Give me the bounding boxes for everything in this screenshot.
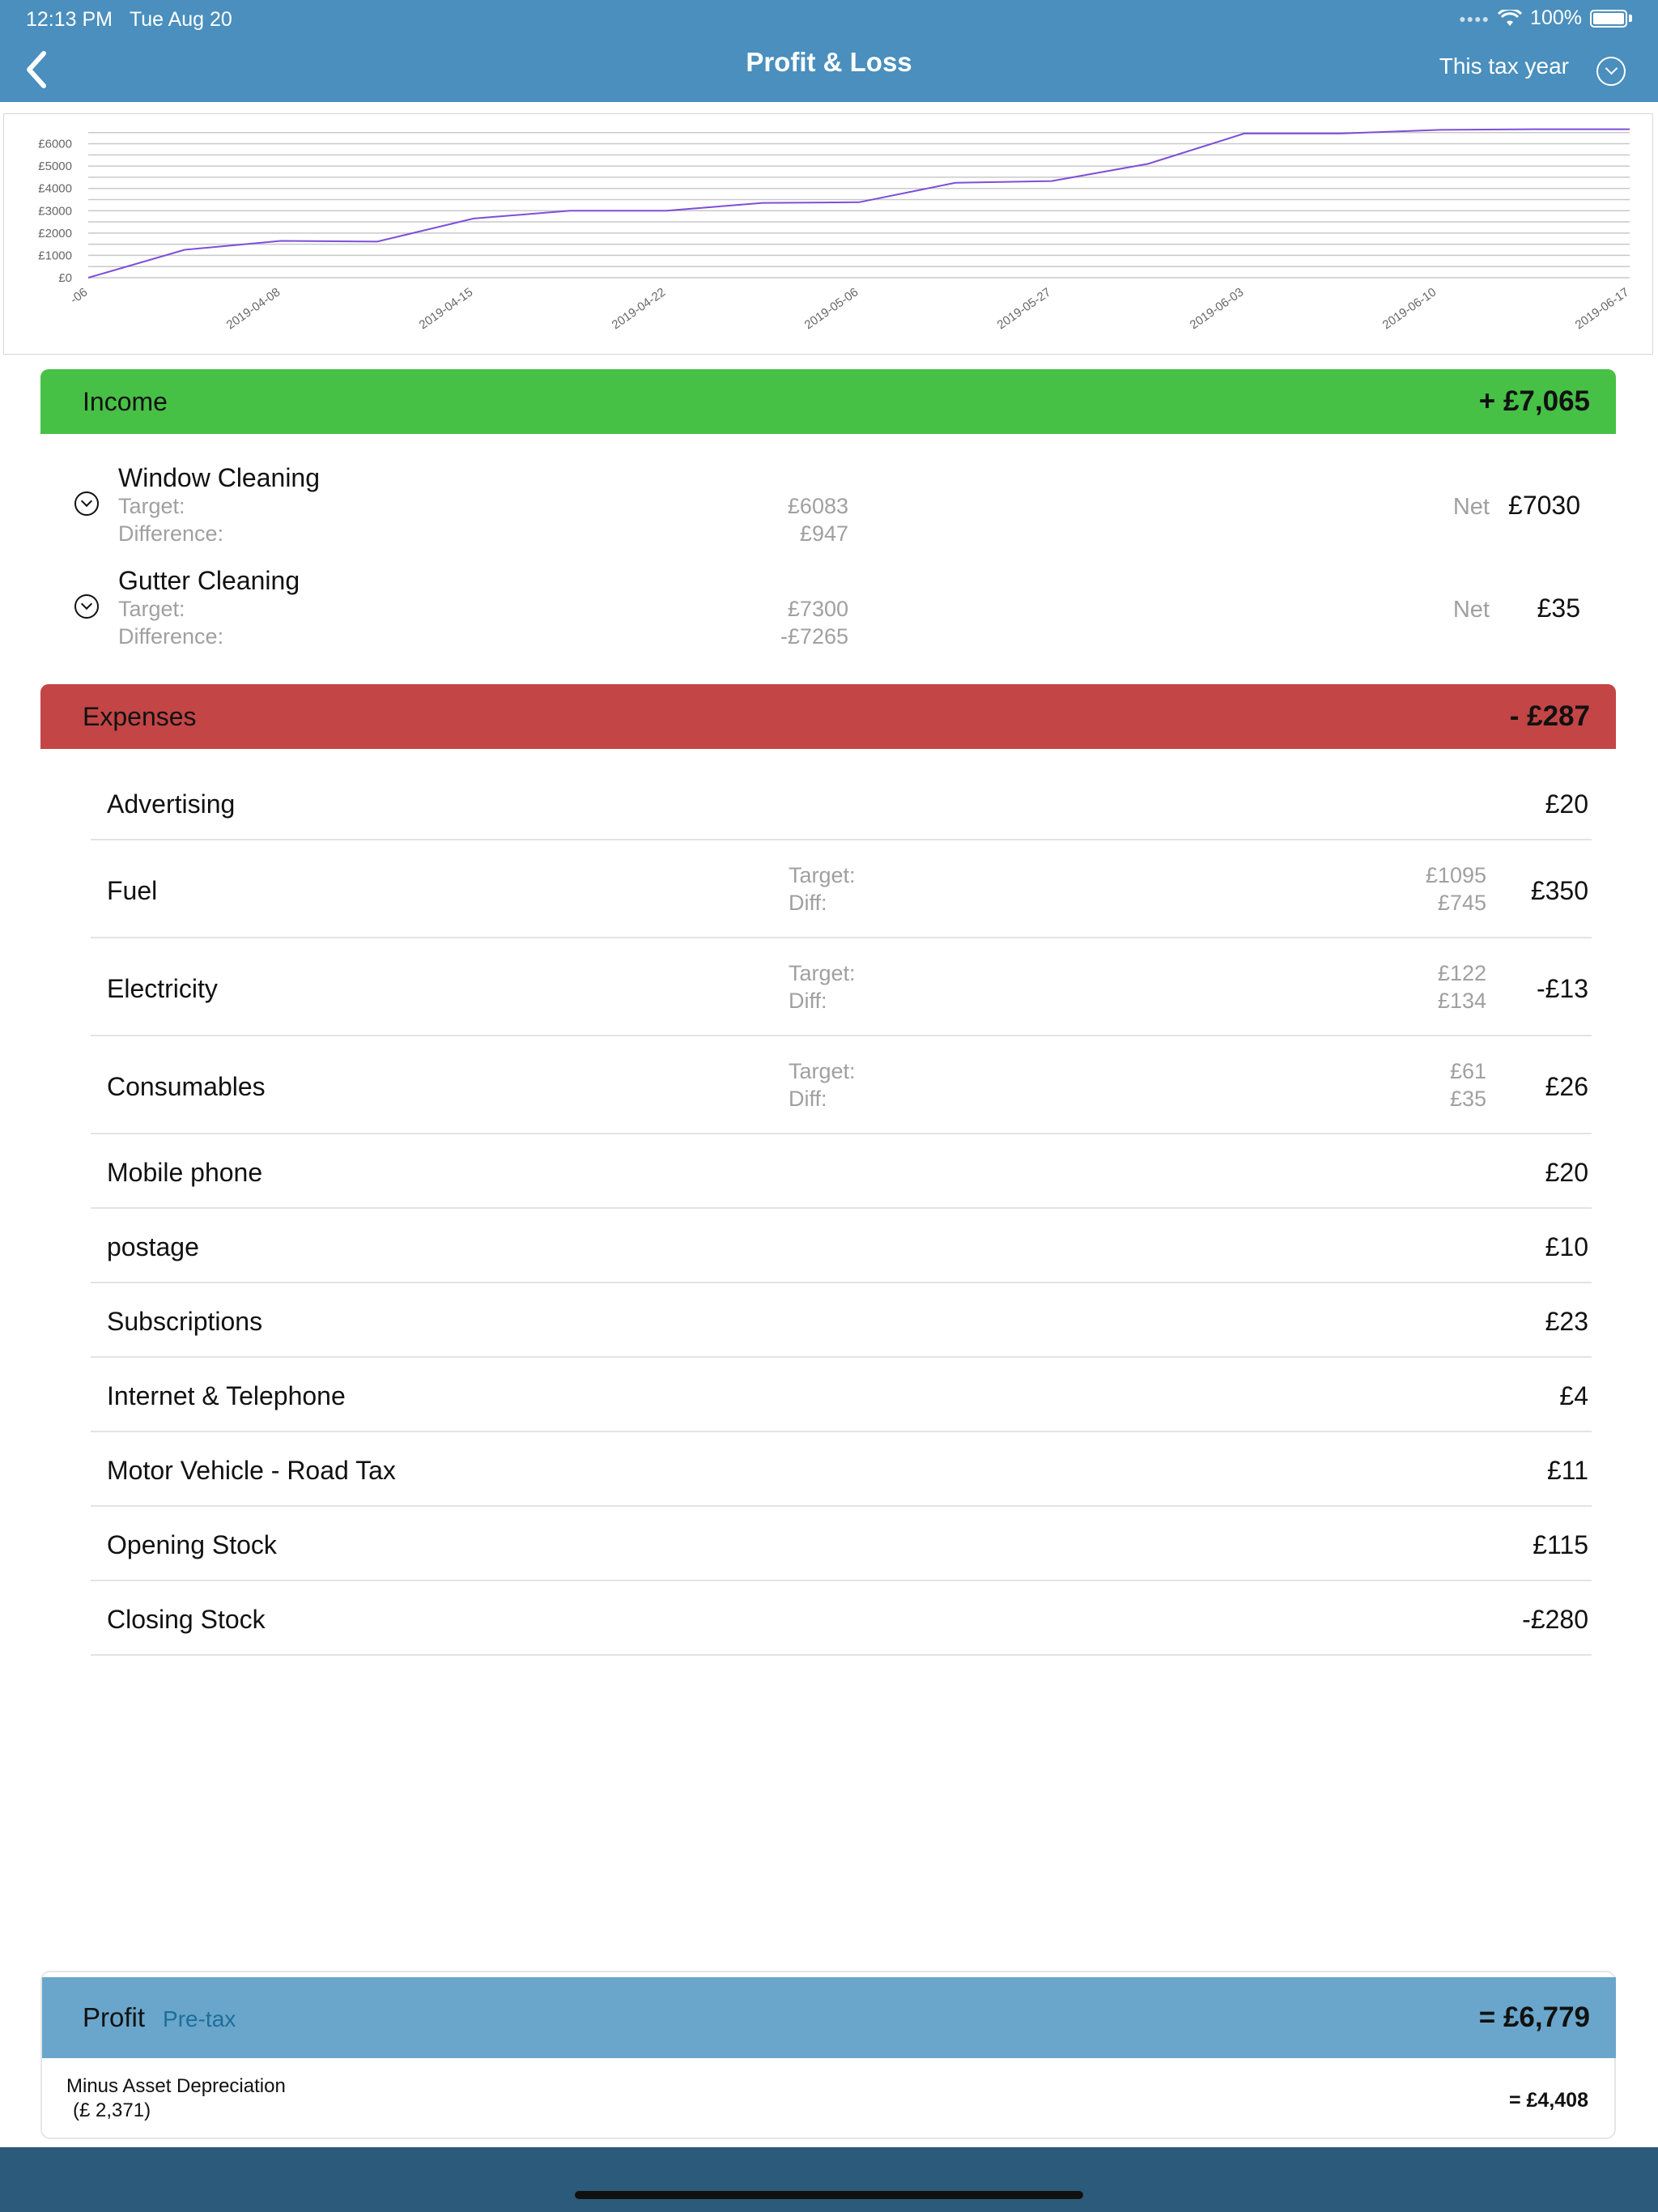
y-tick-label: £6000 xyxy=(38,137,72,151)
x-tick-label: 2019-04-22 xyxy=(609,285,669,333)
profit-line-chart xyxy=(4,114,1652,354)
income-item-name: Window Cleaning xyxy=(118,463,321,492)
home-indicator[interactable] xyxy=(575,2191,1083,2199)
chevron-down-icon[interactable] xyxy=(74,594,99,619)
x-tick-label: 2019-05-06 xyxy=(801,285,861,333)
target-value: £6083 xyxy=(787,494,848,518)
income-item-name: Gutter Cleaning xyxy=(118,566,300,595)
income-label: Income xyxy=(83,386,168,416)
expense-name: Advertising xyxy=(107,789,236,819)
depreciation-amount: (£ 2,371) xyxy=(73,2099,151,2121)
date-text: Tue Aug 20 xyxy=(129,8,232,31)
diff-value: £745 xyxy=(1437,891,1486,915)
x-tick-label: 2019-04-08 xyxy=(223,285,283,333)
expense-row-postage[interactable] xyxy=(91,1209,1592,1283)
y-tick-label: £2000 xyxy=(38,226,72,240)
net-label: Net xyxy=(1452,494,1490,520)
expense-amount: -£280 xyxy=(1522,1605,1588,1634)
expense-row-advertising[interactable] xyxy=(91,766,1592,840)
expense-name: Fuel xyxy=(107,876,158,905)
expense-row-opening-stock[interactable] xyxy=(91,1507,1592,1581)
difference-value: -£7265 xyxy=(780,624,848,649)
signal-icon: ●●●● xyxy=(1459,11,1490,25)
expense-row-road-tax[interactable] xyxy=(91,1432,1592,1507)
x-tick-label: 2019-05-27 xyxy=(994,285,1054,333)
chevron-down-icon[interactable] xyxy=(1596,57,1626,86)
y-tick-label: £1000 xyxy=(38,249,72,263)
expense-row-internet-telephone[interactable] xyxy=(91,1358,1592,1432)
profit-chart-card xyxy=(3,113,1653,355)
expense-name: Internet & Telephone xyxy=(107,1381,346,1410)
expense-name: Consumables xyxy=(107,1072,266,1101)
status-time xyxy=(26,8,232,32)
expense-amount: £350 xyxy=(1530,876,1588,905)
income-item[interactable] xyxy=(0,462,1658,559)
net-value: £7030 xyxy=(1508,491,1580,520)
battery-tip xyxy=(1629,15,1632,22)
net-value: £35 xyxy=(1537,593,1580,623)
y-tick-label: £5000 xyxy=(38,160,72,174)
target-label: Target: xyxy=(789,863,856,887)
y-tick-label: £0 xyxy=(58,271,72,285)
target-value: £122 xyxy=(1437,961,1486,985)
expense-amount: £115 xyxy=(1533,1530,1588,1559)
diff-label: Diff: xyxy=(789,1087,827,1111)
pre-tax-label: Pre-tax xyxy=(163,2006,236,2031)
expense-name: Electricity xyxy=(107,974,218,1003)
expense-name: Subscriptions xyxy=(107,1307,263,1336)
expenses-header xyxy=(40,684,1616,749)
expense-row-electricity[interactable] xyxy=(91,938,1592,1036)
bottom-bar xyxy=(0,2147,1658,2212)
expense-row-closing-stock[interactable] xyxy=(91,1581,1592,1656)
x-tick-label: 2019-06-17 xyxy=(1572,285,1632,333)
clock-text: 12:13 PM xyxy=(26,8,113,31)
x-tick-label: 2019-04-15 xyxy=(416,285,476,333)
x-tick-label: 2019-06-10 xyxy=(1380,285,1439,333)
difference-label: Difference: xyxy=(118,521,224,546)
profit-total: = £6,779 xyxy=(1478,2001,1590,2033)
expense-amount: -£13 xyxy=(1536,974,1588,1003)
difference-value: £947 xyxy=(799,521,848,546)
expense-amount: £20 xyxy=(1545,1158,1588,1187)
expense-amount: £26 xyxy=(1545,1072,1588,1101)
expense-name: Motor Vehicle - Road Tax xyxy=(107,1456,396,1485)
expense-row-consumables[interactable] xyxy=(91,1036,1592,1134)
diff-label: Diff: xyxy=(789,891,827,915)
expense-amount: £10 xyxy=(1545,1232,1588,1261)
income-header xyxy=(40,369,1616,434)
target-label: Target: xyxy=(789,961,856,985)
diff-label: Diff: xyxy=(789,989,827,1013)
y-tick-label: £4000 xyxy=(38,181,72,196)
expense-amount: £11 xyxy=(1546,1456,1588,1485)
status-indicators xyxy=(1459,6,1632,30)
profit-header xyxy=(42,1977,1616,2058)
x-tick-label: 2019-06-03 xyxy=(1187,285,1247,333)
difference-label: Difference: xyxy=(118,624,224,649)
wifi-icon xyxy=(1498,10,1522,28)
expenses-total: - £287 xyxy=(1509,700,1590,732)
depreciation-label: Minus Asset Depreciation xyxy=(66,2075,286,2097)
expense-amount: £23 xyxy=(1545,1307,1588,1336)
diff-value: £35 xyxy=(1449,1087,1486,1111)
target-label: Target: xyxy=(789,1059,856,1083)
x-tick-label: -06 xyxy=(67,285,91,307)
period-selector-label[interactable]: This tax year xyxy=(1439,53,1569,79)
income-item[interactable] xyxy=(0,564,1658,661)
target-value: £61 xyxy=(1449,1059,1486,1083)
target-label: Target: xyxy=(118,597,185,621)
target-label: Target: xyxy=(118,494,185,518)
target-value: £7300 xyxy=(787,597,848,621)
depreciation-info xyxy=(66,2074,286,2123)
expense-name: postage xyxy=(107,1232,199,1261)
net-label: Net xyxy=(1452,597,1490,623)
expense-amount: £20 xyxy=(1545,789,1588,819)
page-title: Profit & Loss xyxy=(746,47,912,77)
expense-amount: £4 xyxy=(1559,1381,1588,1410)
expenses-label: Expenses xyxy=(83,701,197,731)
expense-name: Mobile phone xyxy=(107,1158,263,1187)
target-value: £1095 xyxy=(1425,863,1486,887)
profit-label: Profit xyxy=(83,2002,146,2032)
battery-icon xyxy=(1590,10,1627,28)
expense-row-fuel[interactable] xyxy=(91,840,1592,938)
y-tick-label: £3000 xyxy=(38,204,72,219)
expense-row-subscriptions[interactable] xyxy=(91,1283,1592,1358)
profit-after-depreciation: = £4,408 xyxy=(1508,2089,1588,2112)
income-total: + £7,065 xyxy=(1478,385,1590,417)
expense-name: Opening Stock xyxy=(107,1530,277,1559)
battery-percent: 100% xyxy=(1530,6,1582,29)
diff-value: £134 xyxy=(1437,989,1486,1013)
expense-row-mobile-phone[interactable] xyxy=(91,1134,1592,1209)
chevron-down-icon[interactable] xyxy=(74,491,99,516)
expense-name: Closing Stock xyxy=(107,1605,266,1634)
